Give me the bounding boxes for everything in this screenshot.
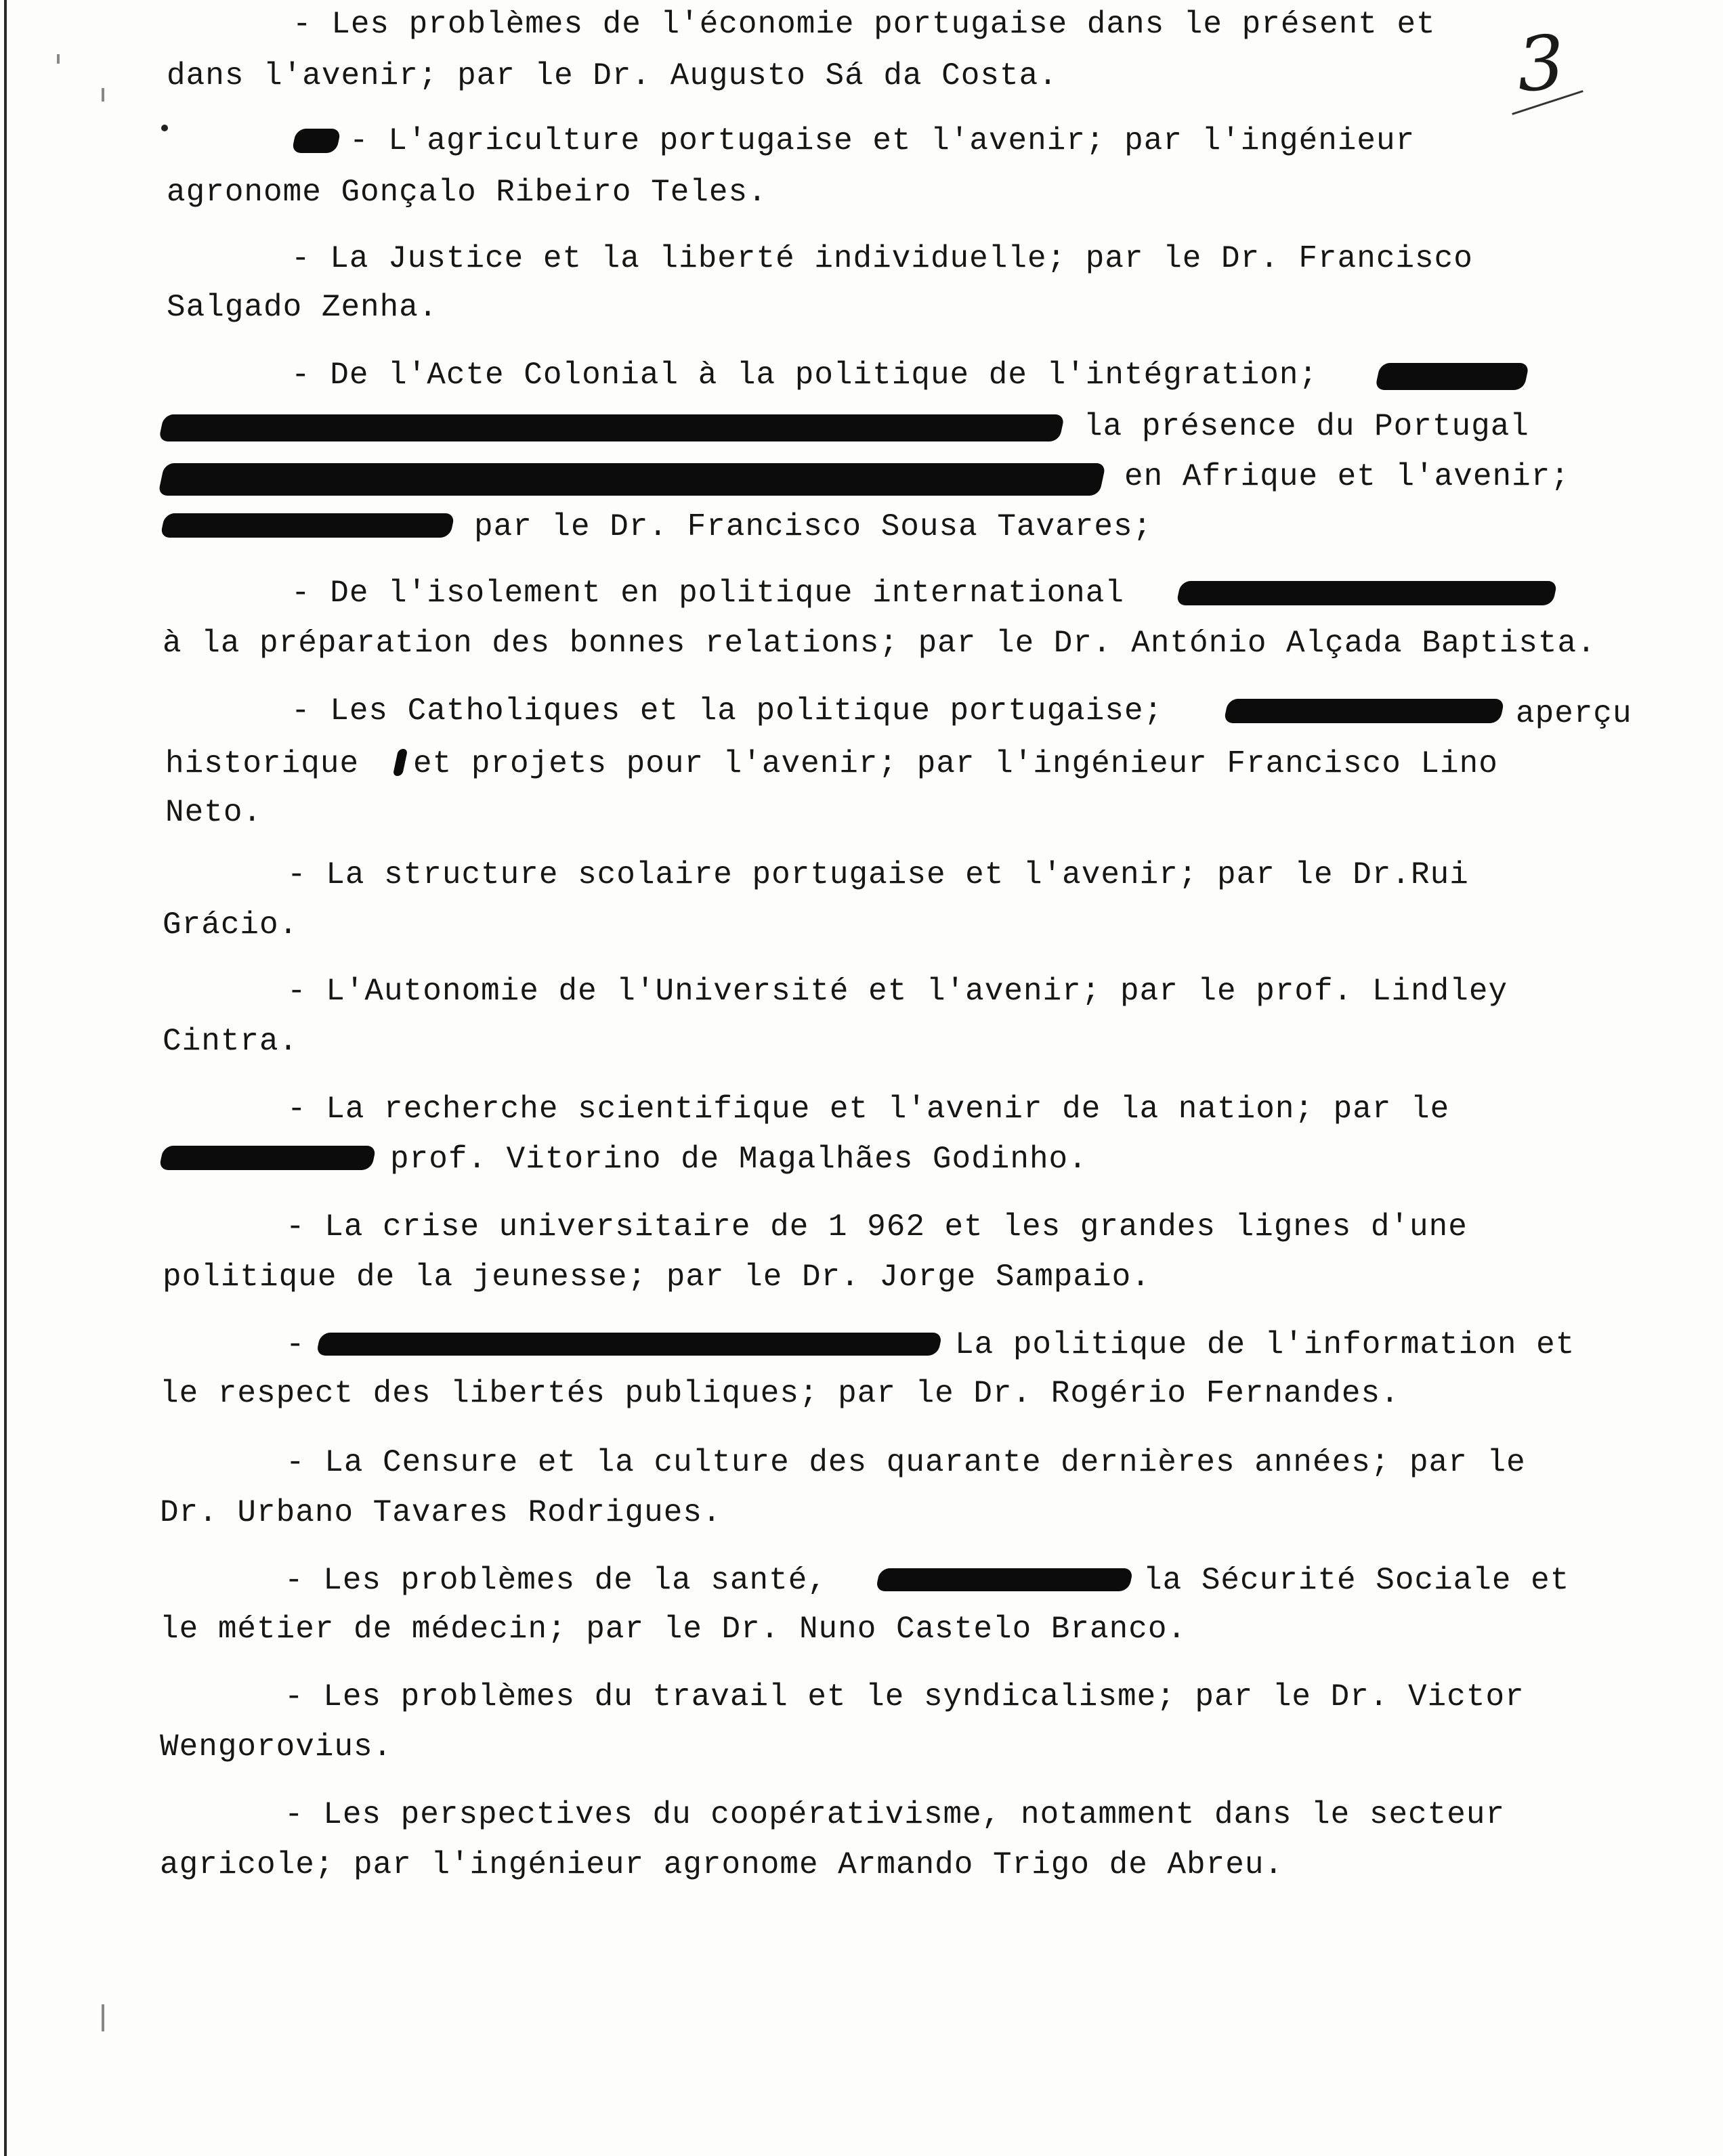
margin-mark [161, 125, 168, 131]
entry-line: - L'Autonomie de l'Université et l'avenir; par le prof. Lindley [287, 974, 1508, 1009]
entry-line: dans l'avenir; par le Dr. Augusto Sá da Costa. [167, 58, 1058, 93]
scan-speck [102, 2004, 104, 2031]
scan-left-edge [4, 0, 7, 2156]
scan-speck [57, 54, 60, 64]
redaction-mark [875, 1568, 1133, 1591]
entry-line: - Les Catholiques et la politique portugaise; [291, 693, 1164, 729]
entry-line: la Sécurité Sociale et [1143, 1563, 1570, 1598]
entry-line: Cintra. [163, 1024, 299, 1059]
entry-line: - De l'isolement en politique international [291, 576, 1124, 611]
entry-line: - La recherche scientifique et l'avenir de la nation; par le [287, 1092, 1450, 1127]
redaction-mark [158, 463, 1106, 496]
entry-line: en Afrique et l'avenir; [1124, 459, 1570, 494]
entry-line: Salgado Zenha. [167, 290, 438, 325]
redaction-mark [1223, 699, 1505, 723]
redaction-mark [1375, 363, 1530, 390]
redaction-mark [1176, 581, 1558, 605]
entry-line: à la préparation des bonnes relations; par le Dr. António Alçada Baptista. [163, 626, 1596, 661]
redaction-mark [291, 129, 341, 153]
entry-line: - La structure scolaire portugaise et l'avenir; par le Dr.Rui [287, 857, 1469, 892]
entry-line: - La Censure et la culture des quarante dernières années; par le [286, 1445, 1526, 1480]
redaction-mark [316, 1333, 942, 1356]
entry-line: - De l'Acte Colonial à la politique de l'intégration; [291, 358, 1319, 393]
entry-line: - L'agriculture portugaise et l'avenir; par l'ingénieur [349, 123, 1416, 158]
redaction-mark [393, 749, 408, 776]
entry-line: La politique de l'information et [955, 1327, 1575, 1362]
page-number: 3 [1514, 18, 1568, 109]
entry-line: politique de la jeunesse; par le Dr. Jorge Sampaio. [163, 1259, 1151, 1295]
entry-line: le respect des libertés publiques; par le Dr. Rogério Fernandes. [160, 1376, 1400, 1411]
entry-line: agricole; par l'ingénieur agronome Armando Trigo de Abreu. [160, 1847, 1284, 1882]
entry-line: et projets pour l'avenir; par l'ingénieur Francisco Lino [413, 746, 1498, 781]
entry-line: la présence du Portugal [1084, 409, 1529, 444]
entry-line: - Les perspectives du coopérativisme, notamment dans le secteur [284, 1797, 1506, 1832]
entry-line: Dr. Urbano Tavares Rodrigues. [160, 1495, 722, 1530]
entry-line: - La Justice et la liberté individuelle; par le Dr. Francisco [291, 241, 1473, 276]
entry-line: - Les problèmes de l'économie portugaise dans le présent et [293, 7, 1436, 42]
entry-line: Grácio. [163, 907, 299, 943]
redaction-mark [158, 414, 1065, 441]
entry-line: par le Dr. Francisco Sousa Tavares; [474, 509, 1153, 544]
scan-speck [102, 88, 104, 102]
entry-line: prof. Vitorino de Magalhães Godinho. [390, 1142, 1088, 1177]
entry-line: aperçu [1516, 696, 1632, 731]
entry-line: Wengorovius. [160, 1729, 393, 1765]
entry-line: - La crise universitaire de 1 962 et les grandes lignes d'une [286, 1209, 1468, 1245]
entry-line: historique [165, 746, 360, 781]
entry-line: - Les problèmes de la santé, [284, 1563, 827, 1598]
redaction-mark [160, 513, 455, 538]
redaction-mark [158, 1146, 377, 1170]
entry-line: agronome Gonçalo Ribeiro Teles. [167, 175, 767, 210]
entry-line: - [286, 1327, 305, 1362]
entry-line: le métier de médecin; par le Dr. Nuno Castelo Branco. [160, 1612, 1187, 1647]
entry-line: - Les problèmes du travail et le syndicalisme; par le Dr. Victor [284, 1679, 1525, 1715]
entry-line: Neto. [165, 795, 263, 830]
